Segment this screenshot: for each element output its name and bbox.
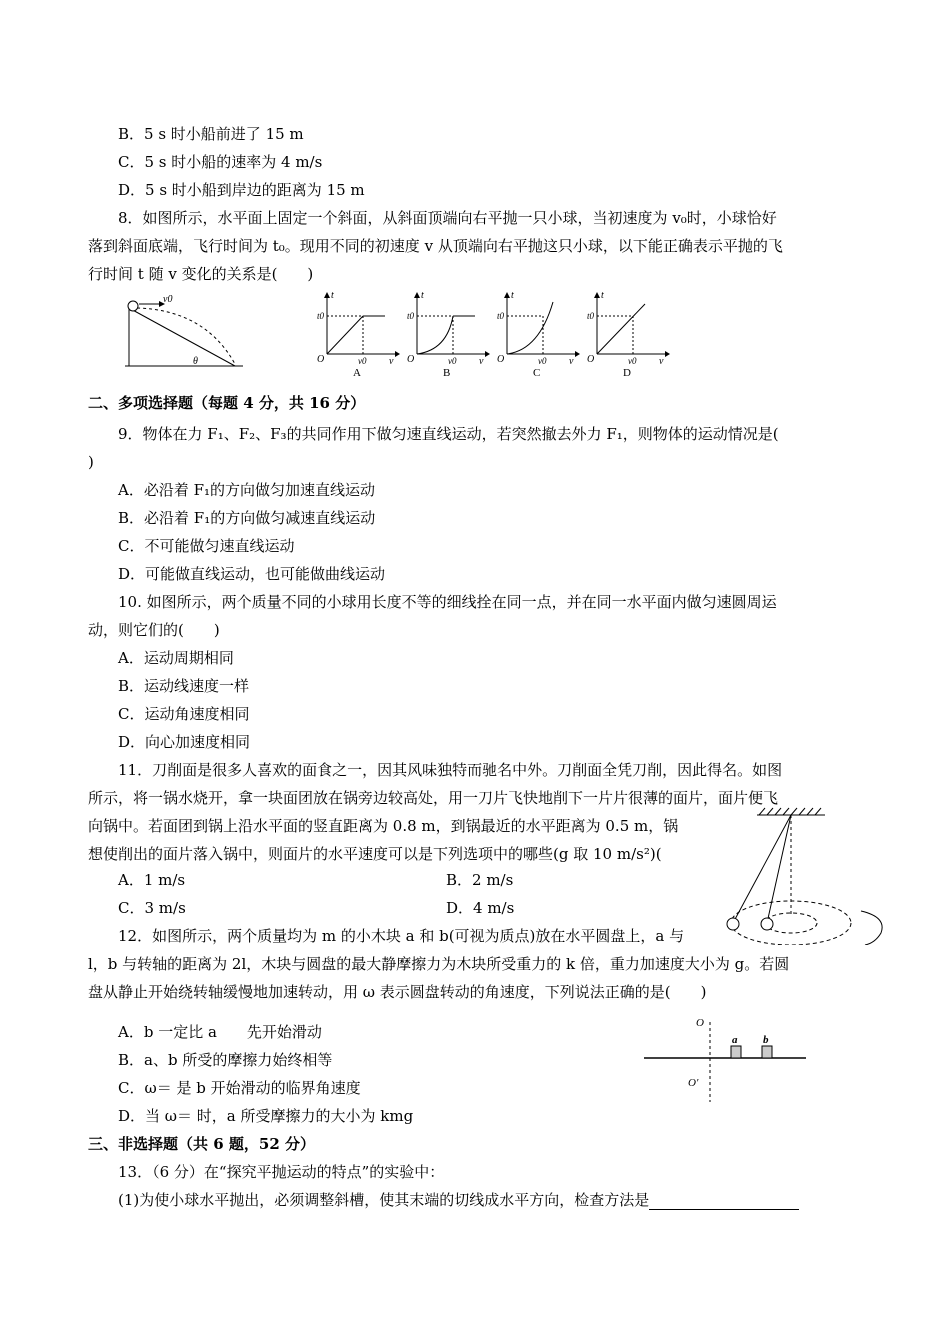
q9-option-b: B．必沿着 F₁的方向做匀减速直线运动 (118, 509, 376, 527)
section-3-heading: 三、非选择题（共 6 题，52 分） (88, 1135, 315, 1153)
q11-option-b: B．2 m/s (446, 871, 514, 889)
q8-figure (115, 290, 685, 380)
origin-d: O (587, 354, 595, 365)
graph-d (587, 290, 670, 379)
section-2-heading: 二、多项选择题（每题 4 分，共 16 分） (88, 394, 366, 412)
q11-option-a: A．1 m/s (118, 871, 186, 889)
axis-t-d: t (601, 290, 604, 301)
q13-text-line2 (118, 1190, 799, 1210)
q12-option-d: D．当 ω＝ 时，a 所受摩擦力的大小为 kmg (118, 1107, 414, 1125)
v0-label: v0 (163, 294, 173, 305)
q8-text-line3: 行时间 t 随 v 变化的关系是( ) (88, 265, 314, 283)
q11-option-d: D．4 m/s (446, 899, 515, 917)
graph-c (497, 290, 580, 379)
q12-text-line3: 盘从静止开始绕转轴缓慢地加速转动，用 ω 表示圆盘转动的角速度，下列说法正确的是( ) (88, 983, 707, 1001)
t0-label-b: t0 (407, 311, 415, 321)
q11-text-line3-tail: 要 (856, 817, 872, 835)
q11-text-line2: 所示，将一锅水烧开，拿一块面团放在锅旁边较高处，用一刀片飞快地削下一片片很薄的面片，面片便飞 (88, 789, 779, 807)
axis-v-c: v (569, 356, 574, 367)
incline-diagram (125, 294, 243, 367)
q9-text-line1: 9．物体在力 F₁、F₂、F₃的共同作用下做匀速直线运动，若突然撤去外力 F₁，则物体的运动情况是( (118, 425, 779, 443)
axis-o-label: O (696, 1017, 704, 1029)
axis-t-b: t (421, 290, 424, 301)
origin-a: O (317, 354, 325, 365)
q10-conical-pendulum-figure (715, 805, 895, 945)
q9-option-a: A．必沿着 F₁的方向做匀加速直线运动 (118, 481, 376, 499)
v0-tick-d: v0 (628, 356, 637, 366)
axis-v-b: v (479, 356, 484, 367)
q12-text-line2: l，b 与转轴的距离为 2l，木块与圆盘的最大静摩擦力为木块所受重力的 k 倍，重力加速度大小为 g。若圆 (88, 955, 790, 973)
q12-text-line1: 12．如图所示，两个质量均为 m 的小木块 a 和 b(可视为质点)放在水平圆盘上，a 与 (118, 927, 685, 945)
q7-option-c: C．5 s 时小船的速率为 4 m/s (118, 153, 323, 171)
q10-text-line1: 10. 如图所示，两个质量不同的小球用长度不等的细线拴在同一点，并在同一水平面内做匀速圆周运 (118, 593, 777, 611)
q10-text-line2: 动，则它们的( ) (88, 621, 220, 639)
block-b-label: b (763, 1034, 769, 1046)
q12-option-a: A．b 一定比 a 先开始滑动 (118, 1023, 322, 1041)
t0-label-a: t0 (317, 311, 325, 321)
q10-option-a: A．运动周期相同 (118, 649, 234, 667)
axis-o-prime-label: O′ (688, 1077, 699, 1089)
q10-option-c: C．运动角速度相同 (118, 705, 250, 723)
q12-option-b: B．a、b 所受的摩擦力始终相等 (118, 1051, 333, 1069)
q11-text-line1: 11．刀削面是很多人喜欢的面食之一，因其风味独特而驰名中外。刀削面全凭刀削，因此得名。如图 (118, 761, 783, 779)
q9-option-c: C．不可能做匀速直线运动 (118, 537, 295, 555)
q12-option-c: C．ω＝ 是 b 开始滑动的临界角速度 (118, 1079, 361, 1097)
graph-label-b: B (443, 367, 451, 379)
origin-b: O (407, 354, 415, 365)
v0-tick-c: v0 (538, 356, 547, 366)
q10-option-d: D．向心加速度相同 (118, 733, 251, 751)
q13-question-text: (1)为使小球水平抛出，必须调整斜槽，使其末端的切线成水平方向，检查方法是 (118, 1191, 650, 1209)
q7-option-b: B．5 s 时小船前进了 15 m (118, 125, 304, 143)
graph-label-a: A (353, 367, 361, 379)
q7-option-d: D．5 s 时小船到岸边的距离为 15 m (118, 181, 365, 199)
q11-text-line4: 想使削出的面片落入锅中，则面片的水平速度可以是下列选项中的哪些(g 取 10 m/s²)( (88, 845, 662, 863)
theta-label: θ (193, 356, 198, 367)
t0-label-d: t0 (587, 311, 595, 321)
q11-option-c: C．3 m/s (118, 899, 186, 917)
axis-v-a: v (389, 356, 394, 367)
graph-label-c: C (533, 367, 541, 379)
t0-label-c: t0 (497, 311, 505, 321)
q9-option-d: D．可能做直线运动，也可能做曲线运动 (118, 565, 386, 583)
graph-a (317, 290, 400, 379)
q8-text-line1: 8．如图所示，水平面上固定一个斜面，从斜面顶端向右平抛一只小球，当初速度为 v₀时，小球恰好 (118, 209, 777, 227)
axis-t-a: t (331, 290, 334, 301)
axis-v-d: v (659, 356, 664, 367)
q10-option-b: B．运动线速度一样 (118, 677, 250, 695)
q9-text-line2: ) (88, 453, 94, 471)
v0-tick-b: v0 (448, 356, 457, 366)
q13-text-line1: 13．（6 分）在“探究平抛运动的特点”的实验中： (118, 1163, 445, 1181)
axis-t-c: t (511, 290, 514, 301)
graph-b (407, 290, 490, 379)
block-a-label: a (732, 1034, 738, 1046)
origin-c: O (497, 354, 505, 365)
q11-text-line3: 向锅中。若面团到锅上沿水平面的竖直距离为 0.8 m，到锅最近的水平距离为 0.5 m，锅 (88, 817, 679, 835)
q12-disk-figure (640, 1010, 810, 1105)
v0-tick-a: v0 (358, 356, 367, 366)
graph-label-d: D (623, 367, 631, 379)
q8-text-line2: 落到斜面底端，飞行时间为 t₀。现用不同的初速度 v 从顶端向右平抛这只小球，以下能正确表示平抛的飞 (88, 237, 783, 255)
answer-blank[interactable] (649, 1193, 799, 1210)
